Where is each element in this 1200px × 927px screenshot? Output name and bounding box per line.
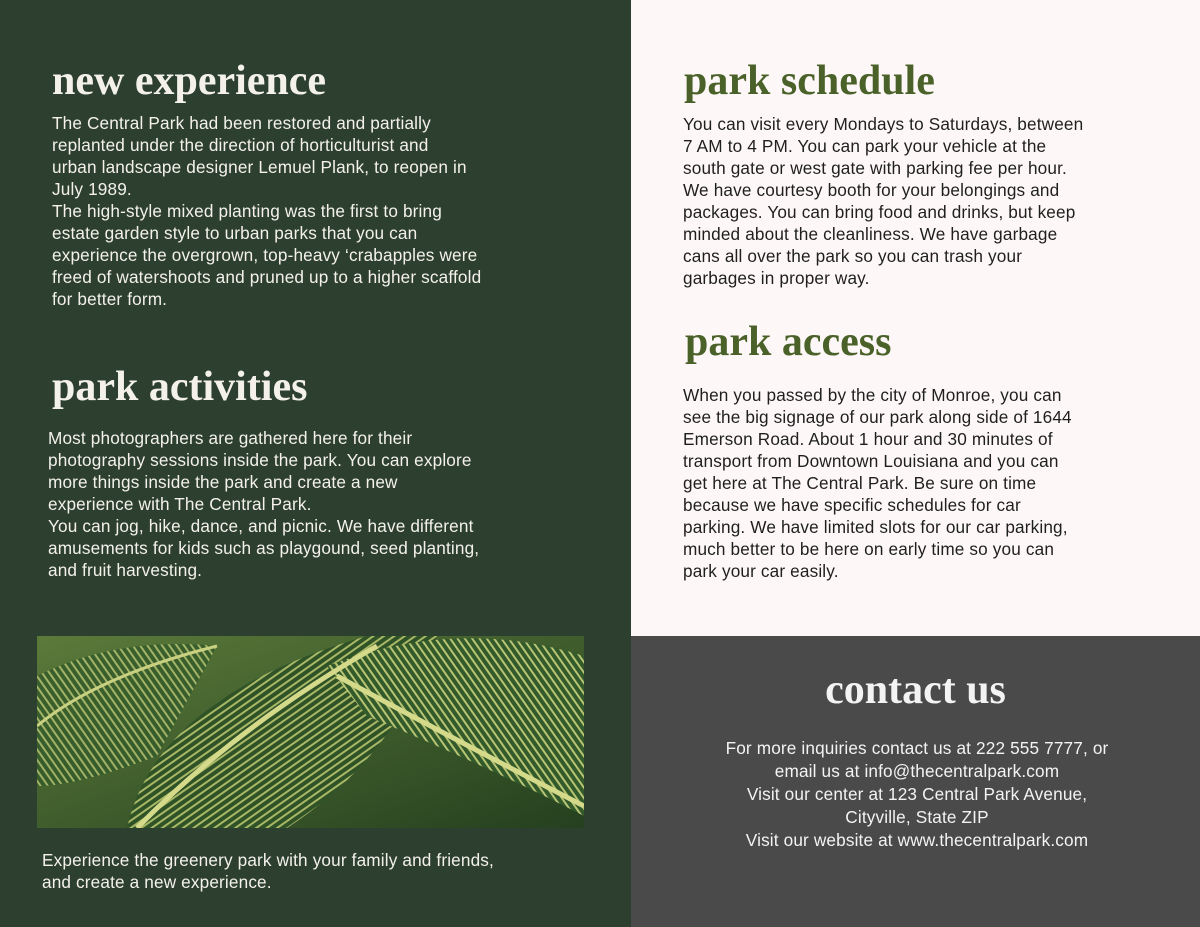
park-schedule-heading: park schedule	[684, 58, 935, 104]
leaf-photo	[37, 636, 584, 828]
contact-panel	[631, 636, 1200, 927]
park-access-text: When you passed by the city of Monroe, you can see the big signage of our park along side of 1644 Emerson Road. About 1 hour and 30 minutes of transport from Downtown Louisiana and you can get here at The Central Park. Be sure on time because we have specific schedules for car parking. We have limited slots for our car parking, much better to be here on early time so you can park your car easily.	[683, 385, 1072, 581]
contact-text: For more inquiries contact us at 222 555 7777, or email us at info@thecentralpark.com Visit our center at 123 Central Park Avenue, Cityville, State ZIP Visit our website at www.thecentralpark.com	[725, 738, 1109, 850]
new-experience-text: The Central Park had been restored and partially replanted under the direction of horticulturist and urban landscape designer Lemuel Plank, to reopen in July 1989. The high-style mixed planting was the first to bring estate garden style to urban parks that you can experience the overgrown, top-heavy ‘crabapples were freed of watershoots and pruned up to a higher scaffold for better form.	[52, 113, 482, 309]
photo-caption: Experience the greenery park with your family and friends, and create a new experience.	[42, 850, 494, 892]
park-schedule-text: You can visit every Mondays to Saturdays, between 7 AM to 4 PM. You can park your vehicle at the south gate or west gate with parking fee per hour. We have courtesy booth for your belongings and packages. You can bring food and drinks, but keep minded about the cleanliness. We have garbage cans all over the park so you can trash your garbages in proper way.	[683, 114, 1084, 288]
new-experience-heading: new experience	[52, 58, 327, 104]
park-access-heading: park access	[685, 319, 892, 365]
right-top-panel	[631, 0, 1200, 636]
contact-heading: contact us	[825, 667, 1006, 713]
park-activities-text: Most photographers are gathered here for their photography sessions inside the park. You can explore more things inside the park and create a new experience with The Central Park. You can jog, hike, dance, and picnic. We have different amusements for kids such as playgound, seed planting, and fruit harvesting.	[48, 428, 480, 580]
park-activities-heading: park activities	[52, 364, 308, 410]
